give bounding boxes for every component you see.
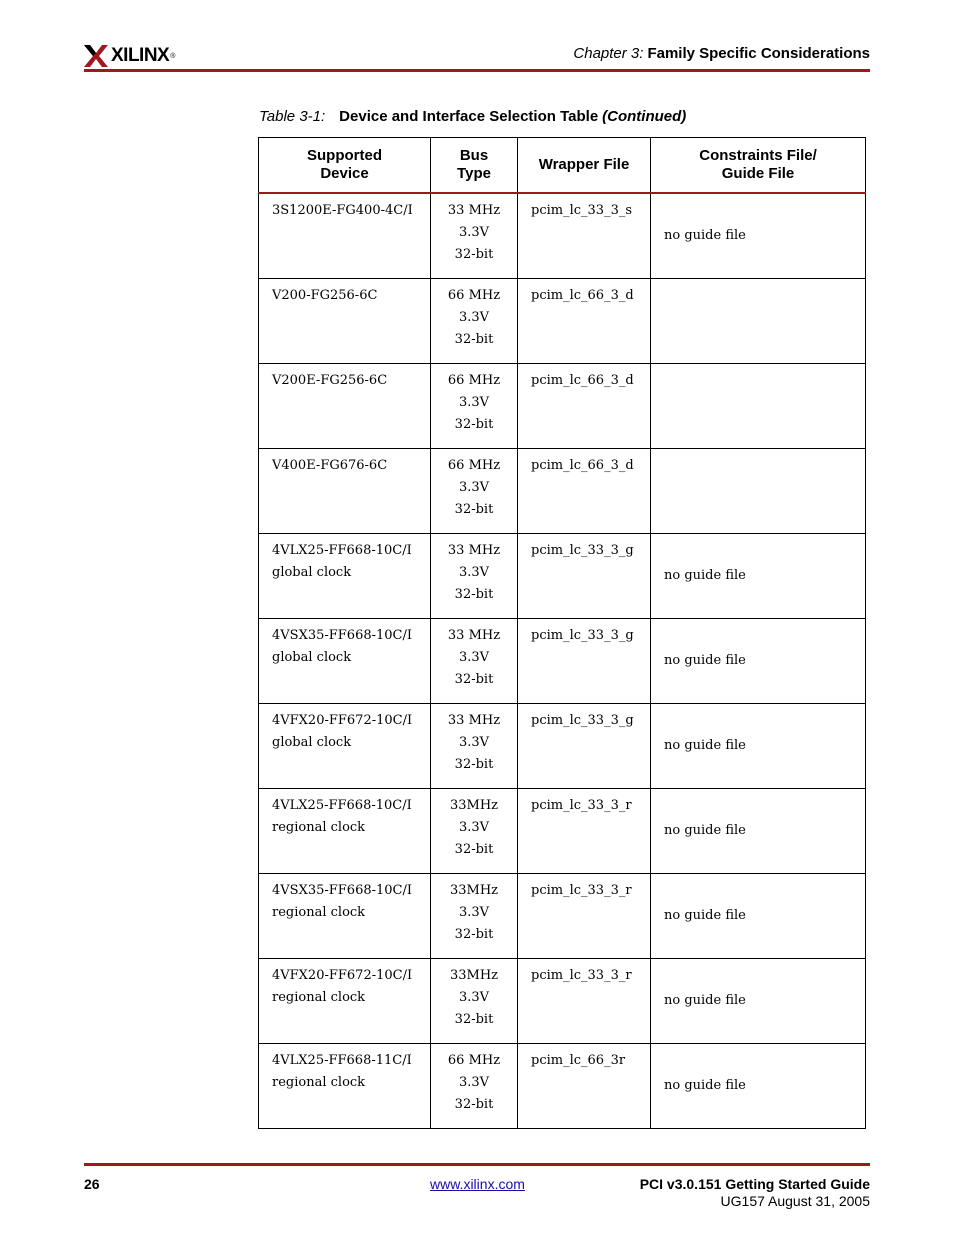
device-line: 3S1200E-FG400-4C/I	[272, 203, 413, 218]
bus-line: 66 MHz	[447, 288, 501, 303]
bus-line: 32-bit	[454, 417, 494, 432]
cell-device	[259, 704, 431, 789]
bus-line: 33 MHz	[447, 543, 501, 558]
table-row	[259, 193, 866, 279]
bus-line: 33 MHz	[447, 628, 501, 643]
bus-line: 32-bit	[454, 247, 494, 262]
cell-device	[259, 364, 431, 449]
cell-device	[259, 959, 431, 1044]
table-row	[259, 704, 866, 789]
bus-line: 32-bit	[454, 332, 494, 347]
bus-line: 33 MHz	[447, 713, 501, 728]
cell-constraints-file	[651, 449, 866, 534]
bus-line: 33MHz	[449, 968, 499, 983]
table-row	[259, 619, 866, 704]
footer-rule	[84, 1163, 870, 1166]
cell-constraints-file: no guide file	[651, 619, 866, 704]
table-row	[259, 364, 866, 449]
cell-bus-type	[431, 193, 518, 279]
caption-title: Device and Interface Selection Table	[339, 108, 599, 125]
cell-bus-type	[431, 1044, 518, 1129]
device-line: 4VSX35-FF668-10C/I	[272, 883, 413, 898]
device-line: regional clock	[272, 905, 366, 920]
bus-line: 3.3V	[458, 1075, 490, 1090]
device-line: 4VFX20-FF672-10C/I	[272, 713, 413, 728]
cell-bus-type	[431, 619, 518, 704]
page-number: 26	[84, 1176, 100, 1192]
device-line: 4VSX35-FF668-10C/I	[272, 628, 413, 643]
device-selection-table	[258, 137, 866, 1129]
device-line: 4VFX20-FF672-10C/I	[272, 968, 413, 983]
header-line: Wrapper File	[538, 156, 630, 173]
device-line: 4VLX25-FF668-10C/I	[272, 543, 412, 558]
cell-bus-type	[431, 534, 518, 619]
bus-line: 33MHz	[449, 798, 499, 813]
cell-wrapper-file: pcim_lc_66_3_d	[518, 279, 651, 364]
table-body	[259, 193, 866, 1129]
device-line: 4VLX25-FF668-11C/I	[272, 1053, 412, 1068]
bus-line: 32-bit	[454, 927, 494, 942]
cell-constraints-file: no guide file	[651, 704, 866, 789]
device-line: regional clock	[272, 990, 366, 1005]
cell-bus-type	[431, 364, 518, 449]
bus-line: 3.3V	[458, 310, 490, 325]
bus-line: 66 MHz	[447, 458, 501, 473]
bus-line: 32-bit	[454, 1012, 494, 1027]
bus-line: 32-bit	[454, 587, 494, 602]
cell-wrapper-file: pcim_lc_66_3_d	[518, 449, 651, 534]
xilinx-logo	[84, 42, 175, 70]
cell-wrapper-file: pcim_lc_66_3r	[518, 1044, 651, 1129]
table-header-row	[259, 138, 866, 194]
cell-device	[259, 1044, 431, 1129]
cell-bus-type	[431, 959, 518, 1044]
logo-wordmark: XILINX	[111, 45, 170, 66]
device-line: 4VLX25-FF668-10C/I	[272, 798, 412, 813]
cell-constraints-file: no guide file	[651, 789, 866, 874]
device-line: V400E-FG676-6C	[272, 458, 388, 473]
table-row	[259, 279, 866, 364]
device-line: V200-FG256-6C	[272, 288, 378, 303]
table-row	[259, 789, 866, 874]
cell-wrapper-file: pcim_lc_33_3_r	[518, 959, 651, 1044]
cell-wrapper-file: pcim_lc_66_3_d	[518, 364, 651, 449]
bus-line: 3.3V	[458, 395, 490, 410]
bus-line: 66 MHz	[447, 373, 501, 388]
cell-wrapper-file: pcim_lc_33_3_s	[518, 193, 651, 279]
device-line: global clock	[272, 735, 352, 750]
cell-wrapper-file: pcim_lc_33_3_g	[518, 704, 651, 789]
cell-bus-type	[431, 874, 518, 959]
guide-title: PCI v3.0.151 Getting Started Guide	[639, 1176, 870, 1192]
cell-device	[259, 789, 431, 874]
caption-label: Table 3-1:	[259, 108, 326, 125]
header-line: Bus	[459, 147, 489, 164]
cell-device	[259, 279, 431, 364]
bus-line: 32-bit	[454, 757, 494, 772]
table-row	[259, 1044, 866, 1129]
cell-device	[259, 874, 431, 959]
header-line: Guide File	[721, 165, 795, 182]
bus-line: 3.3V	[458, 990, 490, 1005]
cell-device	[259, 193, 431, 279]
table-row	[259, 959, 866, 1044]
caption-continued: (Continued)	[602, 108, 687, 125]
chapter-label: Chapter 3:	[573, 45, 644, 62]
header-wrapper-file	[518, 138, 651, 194]
doc-id-date: UG157 August 31, 2005	[720, 1193, 870, 1209]
cell-constraints-file	[651, 279, 866, 364]
table-row	[259, 449, 866, 534]
header-bus-type	[431, 138, 518, 194]
device-line: V200E-FG256-6C	[272, 373, 388, 388]
bus-line: 3.3V	[458, 565, 490, 580]
cell-device	[259, 619, 431, 704]
bus-line: 32-bit	[454, 1097, 494, 1112]
chapter-title: Family Specific Considerations	[647, 45, 870, 62]
cell-device	[259, 534, 431, 619]
chapter-heading	[573, 45, 870, 62]
cell-constraints-file	[651, 364, 866, 449]
bus-line: 3.3V	[458, 905, 490, 920]
header-line: Supported	[307, 147, 382, 164]
cell-constraints-file: no guide file	[651, 874, 866, 959]
bus-line: 3.3V	[458, 735, 490, 750]
cell-wrapper-file: pcim_lc_33_3_g	[518, 619, 651, 704]
logo-registered-mark: ®	[170, 52, 176, 60]
cell-device	[259, 449, 431, 534]
header-line: Device	[320, 165, 369, 182]
bus-line: 3.3V	[458, 820, 490, 835]
table-caption	[259, 108, 686, 125]
cell-bus-type	[431, 704, 518, 789]
table-row	[259, 534, 866, 619]
bus-line: 33 MHz	[447, 203, 501, 218]
header-rule	[84, 69, 870, 72]
header-supported-device	[259, 138, 431, 194]
device-line: global clock	[272, 565, 352, 580]
bus-line: 32-bit	[454, 672, 494, 687]
cell-bus-type	[431, 789, 518, 874]
cell-constraints-file: no guide file	[651, 959, 866, 1044]
cell-constraints-file: no guide file	[651, 534, 866, 619]
cell-constraints-file: no guide file	[651, 193, 866, 279]
device-line: regional clock	[272, 820, 366, 835]
table-row	[259, 874, 866, 959]
bus-line: 33MHz	[449, 883, 499, 898]
cell-bus-type	[431, 279, 518, 364]
page-header	[84, 40, 870, 72]
bus-line: 32-bit	[454, 842, 494, 857]
header-line: Type	[457, 165, 491, 182]
device-line: regional clock	[272, 1075, 366, 1090]
bus-line: 3.3V	[458, 225, 490, 240]
cell-wrapper-file: pcim_lc_33_3_g	[518, 534, 651, 619]
cell-wrapper-file: pcim_lc_33_3_r	[518, 874, 651, 959]
header-constraints-file	[651, 138, 866, 194]
cell-constraints-file: no guide file	[651, 1044, 866, 1129]
bus-line: 3.3V	[458, 650, 490, 665]
bus-line: 32-bit	[454, 502, 494, 517]
header-line: Constraints File/	[699, 147, 817, 164]
website-link[interactable]: www.xilinx.com	[430, 1176, 525, 1192]
bus-line: 3.3V	[458, 480, 490, 495]
bus-line: 66 MHz	[447, 1053, 501, 1068]
xilinx-x-mark-icon	[84, 45, 108, 67]
cell-wrapper-file: pcim_lc_33_3_r	[518, 789, 651, 874]
cell-bus-type	[431, 449, 518, 534]
device-line: global clock	[272, 650, 352, 665]
guide-info	[640, 1176, 870, 1210]
